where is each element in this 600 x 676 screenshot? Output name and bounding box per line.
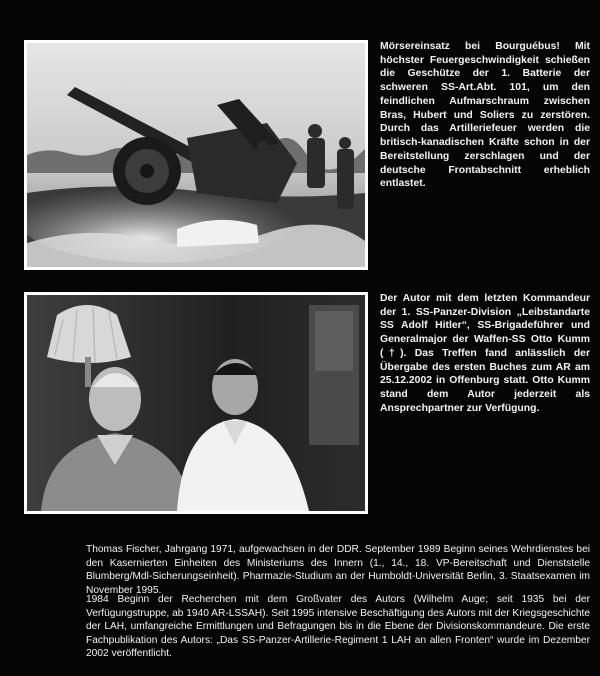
artillery-photo	[24, 40, 368, 270]
artillery-caption: Mörsereinsatz bei Bourguébus! Mit höchster Feuergeschwindigkeit schießen die Geschütze der 1. Batterie der schweren SS-Art.Abt. 101, um den feindlichen Aufmarschraum zwischen Bras, Hubert und Soliers zu zerstören. Durch das Artilleriefeuer werden die britisch-kanadischen Kräfte schon in der Bereitstellung zerschlagen und der deutsche Frontabschnitt erheblich entlastet.	[380, 41, 590, 190]
artillery-photo-image	[27, 43, 365, 267]
author-bio-paragraph-2: 1984 Beginn der Recherchen mit dem Großvater des Autors (Wilhelm Auge; seit 1935 bei der Verfügungstruppe, ab 1940 AR-LSSAH). Seit 1995 intensive Beschäftigung des Autors mit der Kriegsgeschichte der LAH, umfangreiche Ermittlungen und Befragungen bis in die Ebene der Divisionskommandeure. Die erste Fachpublikation des Autors: „Das SS-Panzer-Artillerie-Regiment 1 LAH an allen Fronten“ wurde im Dezember 2002 veröffentlicht.	[86, 594, 591, 660]
author-with-commander-image	[27, 295, 365, 511]
author-with-commander-photo	[24, 292, 368, 514]
author-with-commander-caption: Der Autor mit dem letzten Kommandeur der 1. SS-Panzer-Division „Leibstandarte SS Adolf Hitler“, SS-Brigadeführer und Generalmajor der Waffen-SS Otto Kumm (†). Das Treffen fand anlässlich der Übergabe des ersten Buches zum AR am 25.12.2002 in Offenburg statt. Otto Kumm stand dem Autor jederzeit als Ansprechpartner zur Verfügung.	[380, 293, 590, 414]
author-bio-paragraph-1: Thomas Fischer, Jahrgang 1971, aufgewachsen in der DDR. September 1989 Beginn seines Wehrdienstes bei den Kasernierten Einheiten des Ministeriums des Innern (1., 14., 18. VP-Bereitschaft und Dienststelle Blumberg/Mdl-Sicherungseinheit). Pharmazie-Studium an der Humboldt-Universität Berlin, 3. Staatsexamen im November 1995.	[86, 544, 590, 596]
